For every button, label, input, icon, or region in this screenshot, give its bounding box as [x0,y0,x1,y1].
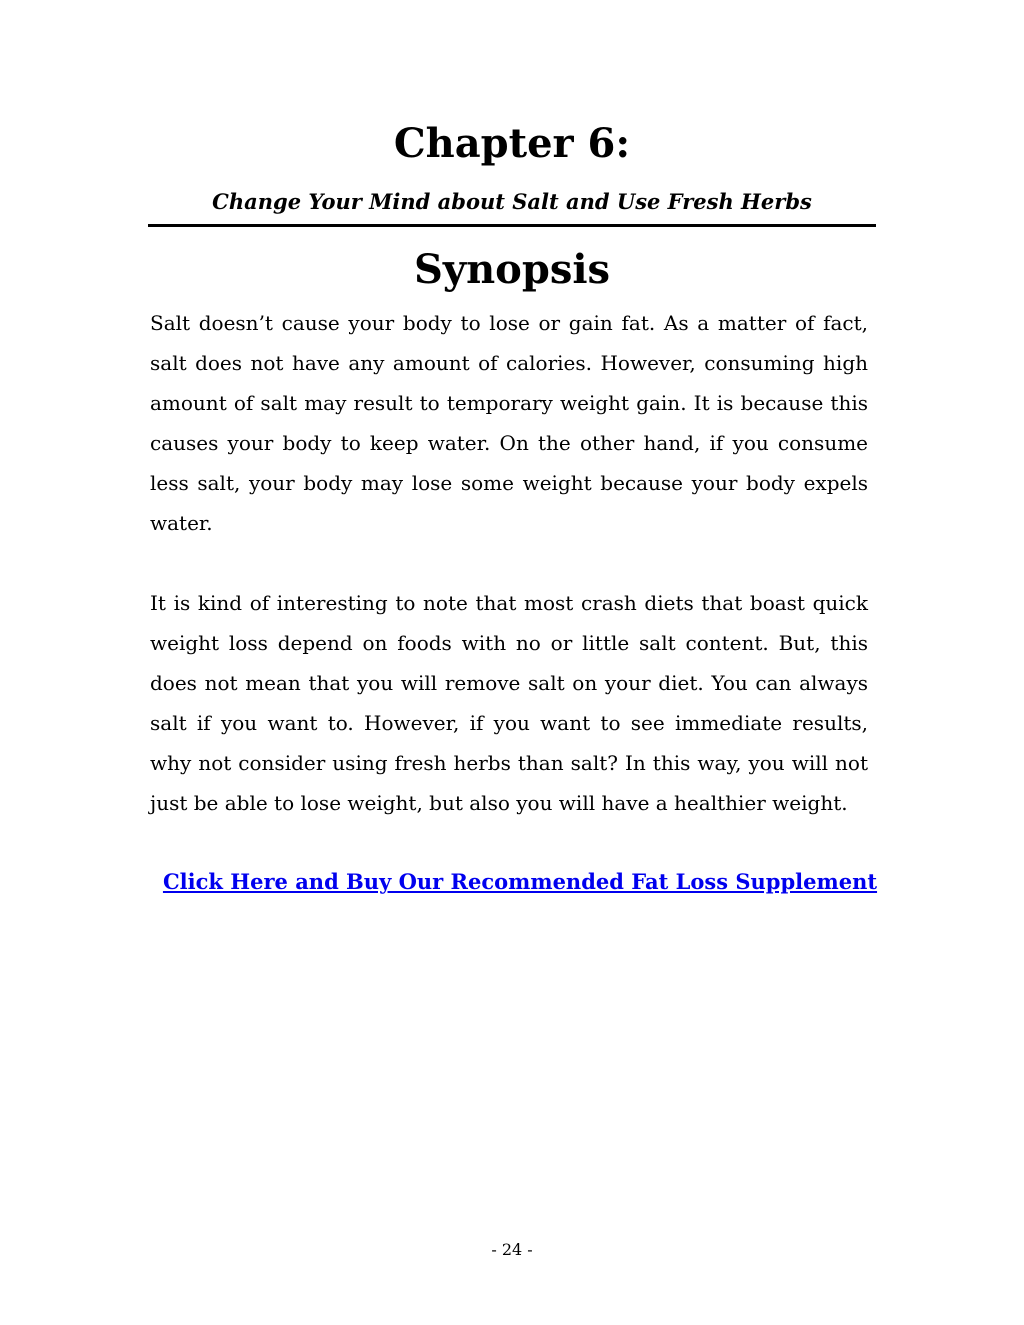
title-divider [148,224,876,227]
paragraph-1: Salt doesn’t cause your body to lose or gain fat. As a matter of fact, salt does not have any amount of calories. However, consuming high amount of salt may result to temporary weight gain. It is because this causes your body to keep water. On the other hand, if you consume less salt, your body may lose some weight because your body expels water. [150,311,868,535]
page-number: - 24 - [491,1240,533,1259]
chapter-subtitle: Change Your Mind about Salt and Use Fresh Herbs [212,189,812,214]
section-title: Synopsis [413,246,611,293]
chapter-title: Chapter 6: [393,120,631,167]
cta-line [0,862,1024,902]
paragraph-2: It is kind of interesting to note that most crash diets that boast quick weight loss depend on foods with no or little salt content. But, this does not mean that you will remove salt on your diet. You can always salt if you want to. However, if you want to see immediate results, why not consider using fresh herbs than salt? In this way, you will not just be able to lose weight, but also you will have a healthier weight. [150,591,868,815]
buy-supplement-link[interactable]: Click Here and Buy Our Recommended Fat Loss Supplement [162,869,878,894]
